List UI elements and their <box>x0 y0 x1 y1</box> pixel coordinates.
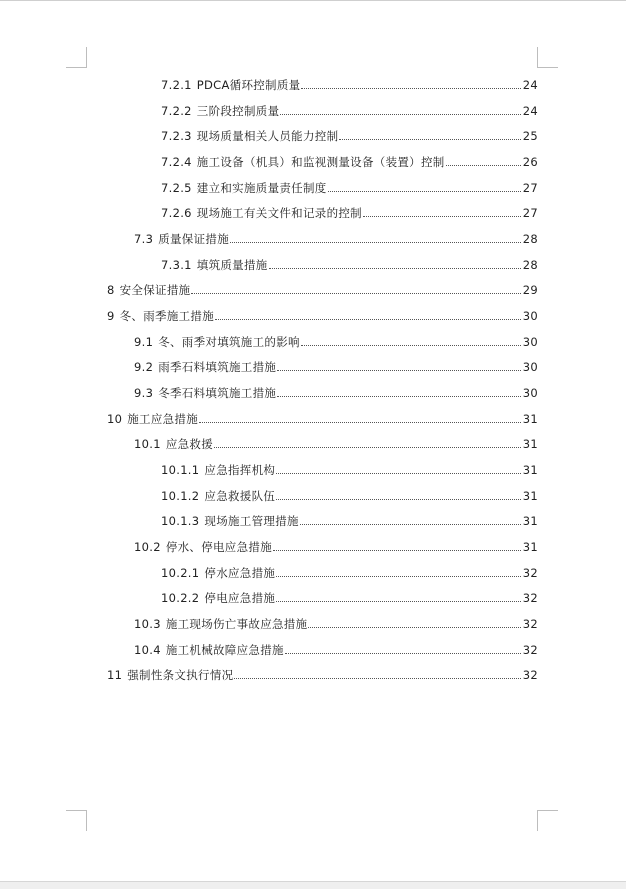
toc-entry-page: 32 <box>522 617 538 631</box>
toc-entry-number: 7.2.3 <box>161 129 192 143</box>
toc-entry-number: 10.4 <box>134 643 161 657</box>
page-top-edge <box>0 0 626 1</box>
toc-entry-number: 7.2.1 <box>161 78 192 92</box>
toc-entry[interactable] <box>161 560 538 580</box>
toc-entry-number: 10.2 <box>134 540 161 554</box>
toc-entry[interactable] <box>161 585 538 605</box>
toc-entry[interactable] <box>161 98 538 118</box>
toc-entry-page: 27 <box>522 206 538 220</box>
toc-entry-title: 现场施工管理措施 <box>204 514 299 528</box>
toc-entry-page: 28 <box>522 232 538 246</box>
toc-entry-number: 10.1 <box>134 437 161 451</box>
toc-dot-leader <box>215 319 521 320</box>
toc-entry[interactable] <box>134 226 538 246</box>
crop-mark-bottom-right <box>537 810 558 831</box>
toc-entry-page: 31 <box>522 463 538 477</box>
toc-dot-leader <box>199 422 521 423</box>
toc-entry[interactable] <box>161 175 538 195</box>
toc-entry[interactable] <box>161 508 538 528</box>
toc-entry[interactable] <box>134 431 538 451</box>
page-bottom-edge <box>0 881 626 889</box>
toc-entry-page: 31 <box>522 514 538 528</box>
toc-entry-page: 31 <box>522 437 538 451</box>
toc-entry-number: 10.3 <box>134 617 161 631</box>
toc-dot-leader <box>328 191 521 192</box>
toc-entry-page: 32 <box>522 566 538 580</box>
toc-entry-title: 施工机械故障应急措施 <box>165 643 284 657</box>
toc-entry-title: 现场施工有关文件和记录的控制 <box>196 206 362 220</box>
toc-entry-page: 24 <box>522 104 538 118</box>
toc-entry-page: 30 <box>522 335 538 349</box>
toc-entry-title: 应急救援队伍 <box>204 489 276 503</box>
toc-entry[interactable] <box>134 611 538 631</box>
toc-entry-page: 31 <box>522 412 538 426</box>
toc-dot-leader <box>276 499 521 500</box>
toc-dot-leader <box>276 601 521 602</box>
crop-mark-top-left <box>66 47 87 68</box>
toc-dot-leader <box>446 165 521 166</box>
toc-entry-page: 28 <box>522 258 538 272</box>
toc-entry-page: 31 <box>522 489 538 503</box>
crop-mark-top-right <box>537 47 558 68</box>
toc-dot-leader <box>273 550 521 551</box>
toc-entry-page: 26 <box>522 155 538 169</box>
toc-entry-page: 30 <box>522 309 538 323</box>
toc-dot-leader <box>277 370 521 371</box>
toc-entry-page: 31 <box>522 540 538 554</box>
toc-entry-number: 7.3.1 <box>161 258 192 272</box>
toc-entry-page: 27 <box>522 181 538 195</box>
toc-entry-title: 停水、停电应急措施 <box>165 540 273 554</box>
toc-entry[interactable] <box>161 457 538 477</box>
toc-entry[interactable] <box>161 123 538 143</box>
crop-mark-bottom-left <box>66 810 87 831</box>
toc-entry-number: 9 <box>107 309 115 323</box>
toc-entry-title: 停电应急措施 <box>204 591 276 605</box>
toc-entry-title: 停水应急措施 <box>204 566 276 580</box>
toc-entry-title: 施工设备（机具）和监视测量设备（装置）控制 <box>196 155 445 169</box>
toc-dot-leader <box>300 524 521 525</box>
toc-dot-leader <box>214 447 521 448</box>
toc-entry-number: 7.2.2 <box>161 104 192 118</box>
toc-entry[interactable] <box>134 354 538 374</box>
toc-entry-page: 29 <box>522 283 538 297</box>
toc-entry-number: 10.2.2 <box>161 591 200 605</box>
toc-dot-leader <box>191 293 520 294</box>
toc-dot-leader <box>276 576 521 577</box>
toc-entry-page: 24 <box>522 78 538 92</box>
toc-dot-leader <box>301 345 521 346</box>
toc-entry-title: 冬、雨季对填筑施工的影响 <box>158 335 300 349</box>
toc-entry-title: PDCA循环控制质量 <box>196 78 301 92</box>
toc-entry-number: 9.1 <box>134 335 154 349</box>
toc-entry-title: 施工现场伤亡事故应急措施 <box>165 617 308 631</box>
toc-entry[interactable] <box>161 149 538 169</box>
toc-entry-number: 11 <box>107 668 123 682</box>
toc-dot-leader <box>308 627 520 628</box>
toc-entry-title: 冬、雨季施工措施 <box>119 309 215 323</box>
toc-entry-number: 9.3 <box>134 386 154 400</box>
toc-entry-title: 安全保证措施 <box>119 283 191 297</box>
toc-entry[interactable] <box>134 329 538 349</box>
toc-dot-leader <box>277 396 521 397</box>
toc-entry[interactable] <box>134 534 538 554</box>
toc-entry-title: 填筑质量措施 <box>196 258 268 272</box>
toc-entry-title: 现场质量相关人员能力控制 <box>196 129 339 143</box>
toc-dot-leader <box>280 114 520 115</box>
toc-entry-page: 32 <box>522 643 538 657</box>
toc-dot-leader <box>363 216 521 217</box>
toc-entry-number: 10.1.3 <box>161 514 200 528</box>
toc-entry-number: 9.2 <box>134 360 154 374</box>
toc-entry-title: 三阶段控制质量 <box>196 104 280 118</box>
toc-dot-leader <box>269 268 521 269</box>
toc-entry[interactable] <box>161 72 538 92</box>
toc-entry-number: 8 <box>107 283 115 297</box>
toc-dot-leader <box>234 678 520 679</box>
toc-dot-leader <box>276 473 521 474</box>
toc-entry-title: 施工应急措施 <box>127 412 199 426</box>
toc-entry-title: 雨季石料填筑施工措施 <box>158 360 277 374</box>
toc-entry-title: 应急救援 <box>165 437 214 451</box>
toc-entry[interactable] <box>161 200 538 220</box>
toc-entry-page: 32 <box>522 591 538 605</box>
toc-dot-leader <box>230 242 521 243</box>
toc-entry-number: 7.2.4 <box>161 155 192 169</box>
toc-entry-number: 10.1.2 <box>161 489 200 503</box>
toc-entry-page: 25 <box>522 129 538 143</box>
toc-entry[interactable] <box>107 277 538 297</box>
toc-entry[interactable] <box>107 406 538 426</box>
toc-entry-number: 7.3 <box>134 232 154 246</box>
toc-entry-title: 应急指挥机构 <box>204 463 276 477</box>
toc-entry-title: 强制性条文执行情况 <box>127 668 234 682</box>
toc-entry[interactable] <box>134 637 538 657</box>
toc-dot-leader <box>301 88 520 89</box>
toc-dot-leader <box>339 139 520 140</box>
toc-entry[interactable] <box>107 662 538 682</box>
toc-entry-page: 30 <box>522 386 538 400</box>
toc-entry-number: 10.1.1 <box>161 463 200 477</box>
toc-entry-title: 建立和实施质量责任制度 <box>196 181 327 195</box>
toc-entry-number: 7.2.5 <box>161 181 192 195</box>
toc-entry[interactable] <box>134 380 538 400</box>
toc-entry-title: 冬季石料填筑施工措施 <box>158 386 277 400</box>
toc-entry-page: 30 <box>522 360 538 374</box>
toc-entry-number: 10.2.1 <box>161 566 200 580</box>
toc-entry[interactable] <box>107 303 538 323</box>
toc-dot-leader <box>285 653 521 654</box>
toc-entry[interactable] <box>161 483 538 503</box>
toc-entry-title: 质量保证措施 <box>158 232 230 246</box>
toc-entry-number: 7.2.6 <box>161 206 192 220</box>
toc-entry[interactable] <box>161 252 538 272</box>
toc-entry-page: 32 <box>522 668 538 682</box>
toc-entry-number: 10 <box>107 412 123 426</box>
